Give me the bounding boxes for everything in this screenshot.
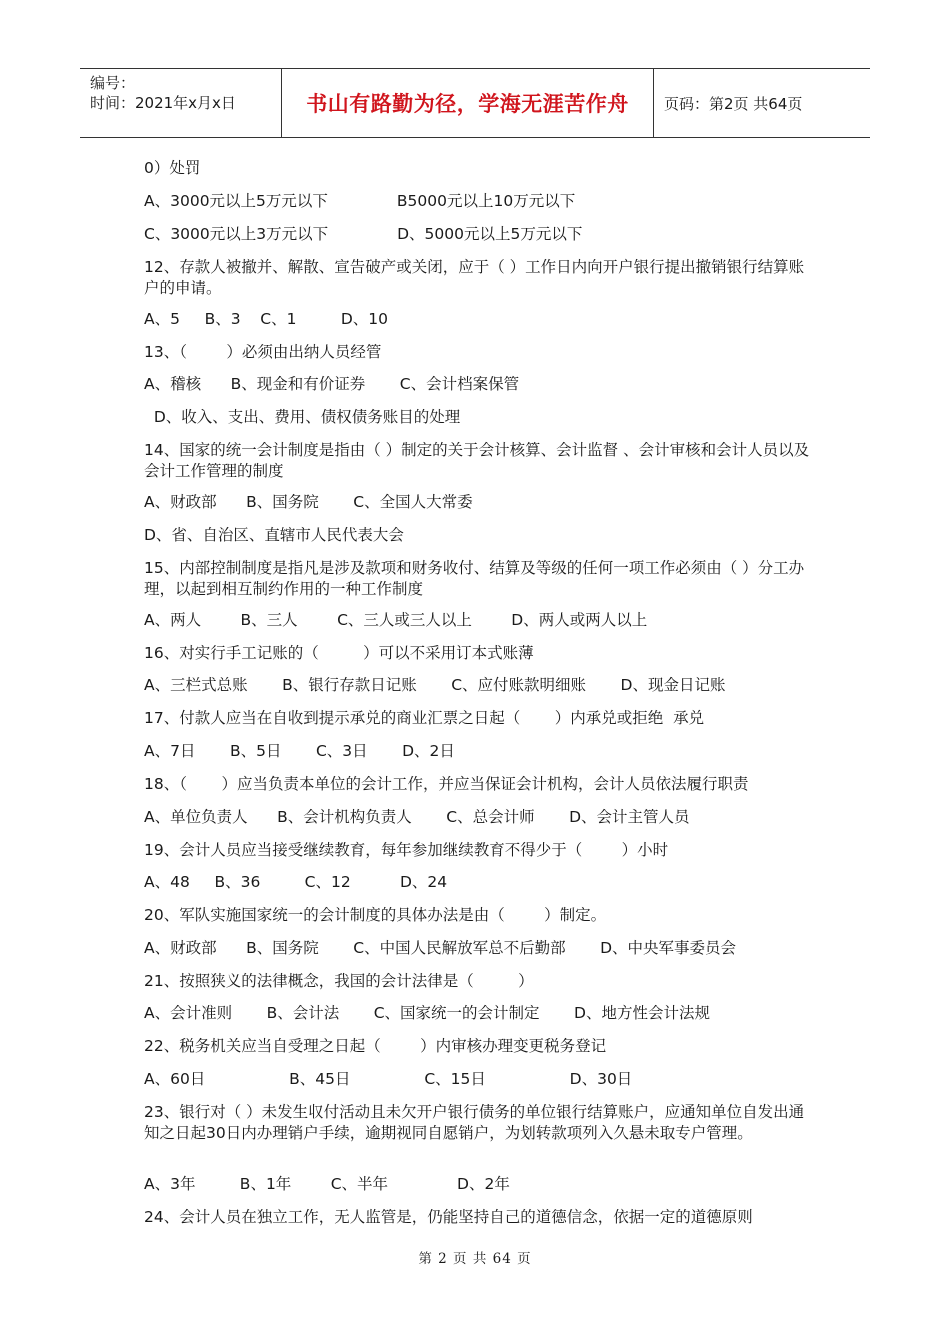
option-line: A、3000元以上5万元以下 B5000元以上10万元以下 bbox=[144, 192, 576, 210]
option-line: A、7日 B、5日 C、3日 D、2日 bbox=[144, 742, 455, 760]
option-line: A、两人 B、三人 C、三人或三人以上 D、两人或两人以上 bbox=[144, 611, 648, 629]
option-line: A、三栏式总账 B、银行存款日记账 C、应付账款明细账 D、现金日记账 bbox=[144, 676, 726, 694]
question-line: 23、银行对（ ）未发生収付活动且未欠开户银行债务的单位银行结算账户，应通知单位自发出通知之日起30日内办理销户手续，逾期视同自愿销户，为划转款项列入久悬未取专户管理。 bbox=[144, 1103, 805, 1142]
option-line: A、稽核 B、现金和有价证券 C、会计档案保管 bbox=[144, 375, 520, 393]
text-line: 0）处罚 bbox=[144, 159, 201, 177]
option-line: A、48 B、36 C、12 D、24 bbox=[144, 873, 448, 891]
option-line: A、财政部 B、国务院 C、中国人民解放军总不后勤部 D、中央军事委员会 bbox=[144, 939, 737, 957]
question-line: 13、（ ）必须由出纳人员经管 bbox=[144, 343, 382, 361]
question-line: 15、内部控制制度是指凡是涉及款项和财务收付、结算及等级的任何一项工作必须由（ ）分工办理，以起到相互制约作用的一种工作制度 bbox=[144, 559, 805, 598]
option-line: D、收入、支出、费用、债权债务账目的处理 bbox=[144, 408, 461, 426]
page-header bbox=[80, 68, 870, 138]
question-line: 16、对实行手工记账的（ ）可以不采用订本式账薄 bbox=[144, 644, 534, 662]
header-left-cell bbox=[80, 69, 281, 137]
question-line: 24、会计人员在独立工作，无人监管是，仍能坚持自己的道德信念，依据一定的道德原则 bbox=[144, 1208, 753, 1226]
option-line: C、3000元以上3万元以下 D、5000元以上5万元以下 bbox=[144, 225, 583, 243]
header-motto: 书山有路勤为径，学海无涯苦作舟 bbox=[281, 69, 654, 137]
date-label: 时间：2021年x月x日 bbox=[90, 94, 236, 112]
option-line: A、5 B、3 C、1 D、10 bbox=[144, 310, 388, 328]
question-line: 12、存款人被撤并、解散、宣告破产或关闭，应于（ ）工作日内向开户银行提出撤销银行结算账户的申请。 bbox=[144, 258, 805, 297]
option-line: A、会计准则 B、会计法 C、国家统一的会计制定 D、地方性会计法规 bbox=[144, 1004, 710, 1022]
header-page-number: 页码：第2页 共64页 bbox=[664, 94, 803, 113]
question-line: 21、按照狭义的法律概念，我国的会计法律是（ ） bbox=[144, 972, 534, 990]
page-footer: 第 2 页 共 64 页 bbox=[418, 1251, 532, 1267]
serial-label: 编号： bbox=[90, 74, 136, 92]
option-line: A、财政部 B、国务院 C、全国人大常委 bbox=[144, 493, 473, 511]
question-line: 17、付款人应当在自收到提示承兑的商业汇票之日起（ ）内承兑或拒绝 承兑 bbox=[144, 709, 705, 727]
question-line: 22、税务机关应当自受理之日起（ ）内审核办理变更税务登记 bbox=[144, 1037, 607, 1055]
option-line: A、单位负责人 B、会计机构负责人 C、总会计师 D、会计主管人员 bbox=[144, 808, 690, 826]
question-line: 20、军队实施国家统一的会计制度的具体办法是由（ ）制定。 bbox=[144, 906, 607, 924]
question-line: 19、会计人员应当接受继续教育，每年参加继续教育不得少于（ ）小时 bbox=[144, 841, 669, 859]
option-line: D、省、自治区、直辖市人民代表大会 bbox=[144, 526, 404, 544]
question-line: 14、国家的统一会计制度是指由（ ）制定的关于会计核算、会计监督 、会计审核和会计人员以及会计工作管理的制度 bbox=[144, 441, 810, 480]
question-line: 18、（ ）应当负责本单位的会计工作，并应当保证会计机构，会计人员依法履行职责 bbox=[144, 775, 749, 793]
option-line: A、3年 B、1年 C、半年 D、2年 bbox=[144, 1175, 510, 1193]
option-line: A、60日 B、45日 C、15日 D、30日 bbox=[144, 1070, 633, 1088]
